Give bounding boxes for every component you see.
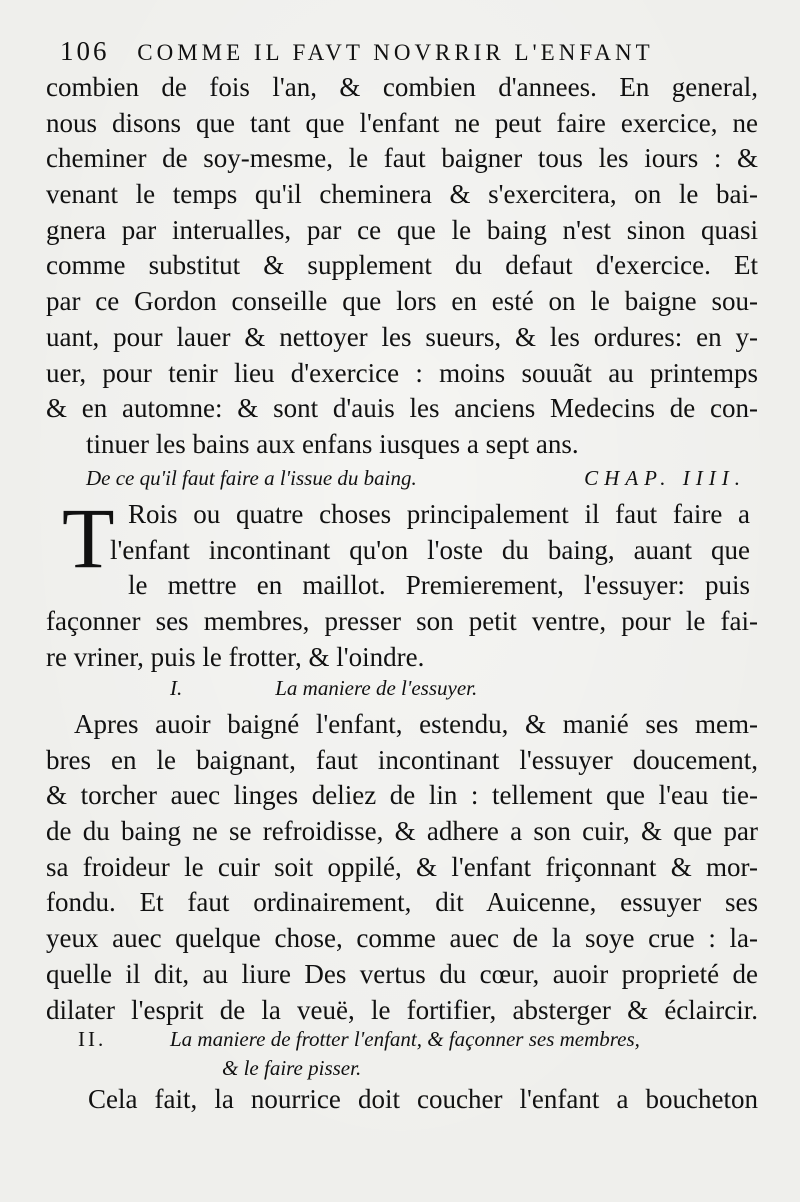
- paragraph-1: [46, 70, 758, 463]
- text-line: de du baing ne se refroidisse, & adhere a son cuir, & que par: [46, 816, 758, 847]
- paragraph-3: [46, 707, 758, 1028]
- text-line: uer, pour tenir lieu d'exercice : moins souuãt au printemps: [46, 357, 758, 388]
- text-line: uant, pour lauer & nettoyer les sueurs, & les ordures: en y-: [46, 321, 758, 352]
- page-header: [60, 36, 760, 72]
- text-line: re vriner, puis le frotter, & l'oindre.: [46, 641, 425, 672]
- text-line: nous disons que tant que l'enfant ne peut faire exercice, ne: [46, 107, 758, 138]
- text-line: combien de fois l'an, & combien d'annees. En general,: [46, 72, 758, 102]
- text-line: Cela fait, la nourrice doit coucher l'enfant a boucheton: [88, 1084, 758, 1114]
- section-heading-2: [78, 1024, 758, 1084]
- text-line: le mettre en maillot. Premierement, l'essuyer: puis: [128, 570, 750, 601]
- section-title: La maniere de l'essuyer.: [275, 676, 478, 700]
- section-title: La maniere de frotter l'enfant, & façonner ses membres,: [170, 1027, 640, 1051]
- paragraph-4: [46, 1082, 758, 1118]
- page-number: 106: [60, 36, 110, 66]
- text-line: fondu. Et faut ordinairement, dit Auicenne, essuyer ses: [46, 887, 758, 918]
- text-line: l'enfant incontinant qu'on l'oste du baing, auant que: [110, 534, 750, 565]
- text-line: comme substitut & supplement du defaut d'exercice. Et: [46, 250, 758, 281]
- text-line: gnera par interualles, par ce que le baing n'est sinon quasi: [46, 214, 758, 245]
- text-line: dilater l'esprit de la veuë, le fortifier, absterger & éclaircir.: [46, 994, 758, 1025]
- text-line: cheminer de soy-mesme, le faut baigner tous les iours : &: [46, 143, 758, 174]
- chapter-number: CHAP. IIII.: [584, 466, 746, 490]
- text-line: yeux auec quelque chose, comme auec de la soye crue : la-: [46, 923, 758, 954]
- paragraph-2: [46, 604, 758, 675]
- section-number: II.: [78, 1027, 107, 1051]
- section-number: I.: [170, 676, 183, 700]
- text-line: par ce Gordon conseille que lors en esté on le baigne sou-: [46, 286, 758, 317]
- text-line: Rois ou quatre choses principalement il faut faire a: [128, 499, 750, 529]
- running-title: COMME IL FAVT NOVRRIR L'ENFANT: [137, 40, 654, 65]
- section-title-continued: & le faire pisser.: [222, 1056, 362, 1080]
- drop-cap: T: [62, 490, 115, 586]
- text-line: sa froideur le cuir soit oppilé, & l'enfant friçonnant & mor-: [46, 851, 758, 882]
- text-line: & torcher auec linges deliez de lin : tellement que l'eau tie-: [46, 780, 758, 811]
- text-line: bres en le baignant, faut incontinant l'essuyer doucement,: [46, 744, 758, 775]
- text-line: Apres auoir baigné l'enfant, estendu, & manié ses mem-: [74, 709, 758, 739]
- chapter-title: De ce qu'il faut faire a l'issue du baing.: [86, 466, 417, 490]
- text-line: tinuer les bains aux enfans iusques a sept ans.: [86, 428, 579, 459]
- section-heading-1: [170, 676, 730, 706]
- chapter-heading: [86, 466, 746, 496]
- paragraph-2-indented: [110, 497, 750, 604]
- text-line: venant le temps qu'il cheminera & s'exercitera, on le bai-: [46, 179, 758, 210]
- text-line: façonner ses membres, presser son petit ventre, pour le fai-: [46, 606, 758, 636]
- text-line: quelle il dit, au liure Des vertus du cœur, auoir proprieté de: [46, 958, 758, 989]
- text-line: & en automne: & sont d'auis les anciens Medecins de con-: [46, 393, 758, 424]
